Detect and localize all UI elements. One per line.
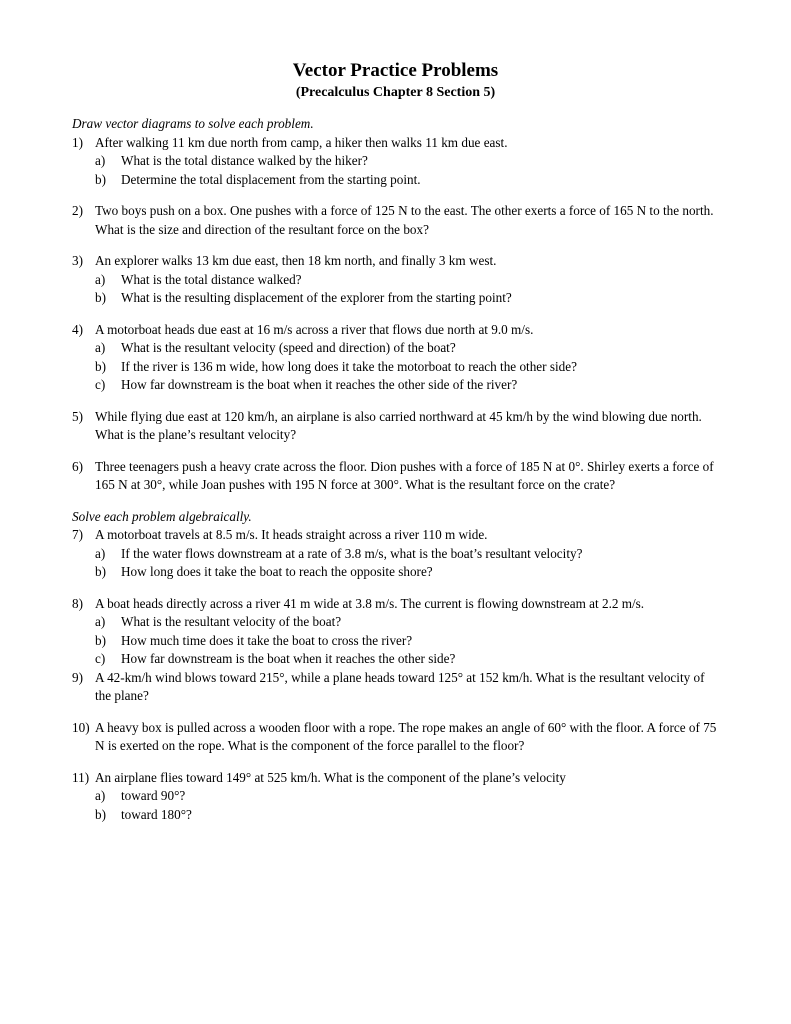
problem-part <box>95 787 719 806</box>
problem-body <box>95 719 719 756</box>
problem-part <box>95 545 719 564</box>
problem-body <box>95 202 719 239</box>
page-subtitle: (Precalculus Chapter 8 Section 5) <box>295 85 496 100</box>
problem-part <box>95 289 719 308</box>
part-text: What is the total distance walked by the hiker? <box>121 153 368 168</box>
part-text: If the water flows downstream at a rate of 3.8 m/s, what is the boat’s resultant velocity? <box>121 545 583 561</box>
problem-text: A boat heads directly across a river 41 m wide at 3.8 m/s. The current is flowing downstream at 2.2 m/s. <box>95 595 645 611</box>
part-label: a) <box>95 153 106 168</box>
problem-part <box>95 339 719 358</box>
problem-number: 6) <box>72 458 83 474</box>
part-label: c) <box>95 377 106 392</box>
problem-part <box>95 376 719 395</box>
part-text: How long does it take the boat to reach the opposite shore? <box>121 564 433 579</box>
problem-text: A motorboat heads due east at 16 m/s across a river that flows due north at 9.0 m/s. <box>95 321 534 337</box>
problem-part <box>95 806 719 825</box>
problem-text: Two boys push on a box. One pushes with a force of 125 N to the east. The other exerts a force of 165 N to the north. What is the size and direction of the resultant force on the box? <box>95 203 714 237</box>
part-text: If the river is 136 m wide, how long does it take the motorboat to reach the other side? <box>121 358 577 374</box>
section-instruction: Solve each problem algebraically. <box>72 508 252 524</box>
problem-text: A motorboat travels at 8.5 m/s. It heads straight across a river 110 m wide. <box>95 527 488 542</box>
problem-1 <box>72 134 719 190</box>
part-label: b) <box>95 358 106 374</box>
problem-part <box>95 650 719 669</box>
title-block <box>72 60 719 102</box>
problem-part <box>95 563 719 582</box>
problem-number: 9) <box>72 669 83 685</box>
problem-text: An airplane flies toward 149° at 525 km/h. What is the component of the plane’s velocity <box>95 769 566 785</box>
problem-11 <box>72 769 719 825</box>
problem-part <box>95 632 719 651</box>
part-label: a) <box>95 788 106 803</box>
part-label: b) <box>95 806 106 822</box>
part-label: a) <box>95 271 106 287</box>
problems-container <box>72 115 719 824</box>
problem-body <box>95 321 719 395</box>
part-label: a) <box>95 340 106 355</box>
problem-10 <box>72 719 719 756</box>
problem-number: 8) <box>72 595 83 611</box>
problem-body <box>95 769 719 825</box>
part-text: What is the total distance walked? <box>121 271 302 287</box>
problem-2 <box>72 202 719 239</box>
problem-text: Three teenagers push a heavy crate across the floor. Dion pushes with a force of 185 N at 0°. Shirley exerts a force of 165 N at 30°, while Joan pushes with 195 N force at 300°. What is the resultant force on the crate? <box>95 458 714 492</box>
problem-part <box>95 171 719 190</box>
part-label: c) <box>95 651 106 666</box>
part-label: b) <box>95 564 106 579</box>
problem-body <box>95 252 719 308</box>
problem-text: After walking 11 km due north from camp, a hiker then walks 11 km due east. <box>95 134 508 150</box>
problem-part <box>95 613 719 632</box>
part-label: a) <box>95 614 106 629</box>
problem-text: A 42-km/h wind blows toward 215°, while a plane heads toward 125° at 152 km/h. What is the resultant velocity of the plane? <box>95 669 705 703</box>
problem-part <box>95 271 719 290</box>
problem-number: 5) <box>72 408 83 424</box>
problem-body <box>95 595 719 669</box>
problem-number: 3) <box>72 253 83 268</box>
problem-text: While flying due east at 120 km/h, an airplane is also carried northward at 45 km/h by the wind blowing due north. What is the plane’s resultant velocity? <box>95 408 702 442</box>
part-label: b) <box>95 290 106 305</box>
problem-5 <box>72 408 719 445</box>
problem-7 <box>72 526 719 582</box>
problem-4 <box>72 321 719 395</box>
problem-number: 11) <box>72 769 90 785</box>
problem-body <box>95 408 719 445</box>
part-label: a) <box>95 545 106 561</box>
problem-text: A heavy box is pulled across a wooden floor with a rope. The rope makes an angle of 60° with the floor. A force of 75 N is exerted on the rope. What is the component of the force parallel to the floor? <box>95 719 717 753</box>
problem-part <box>95 358 719 377</box>
part-label: b) <box>95 171 106 187</box>
part-text: toward 180°? <box>121 806 192 822</box>
problem-number: 4) <box>72 321 83 337</box>
part-text: What is the resultant velocity (speed and direction) of the boat? <box>121 340 456 355</box>
problem-number: 2) <box>72 203 83 218</box>
problem-8 <box>72 595 719 669</box>
part-text: How far downstream is the boat when it reaches the other side? <box>121 651 456 666</box>
part-label: b) <box>95 632 106 648</box>
problem-part <box>95 152 719 171</box>
part-text: What is the resulting displacement of the explorer from the starting point? <box>121 290 512 305</box>
part-text: How much time does it take the boat to cross the river? <box>121 632 413 648</box>
problem-number: 10) <box>72 719 90 735</box>
part-text: How far downstream is the boat when it reaches the other side of the river? <box>121 377 518 392</box>
problem-text: An explorer walks 13 km due east, then 18 km north, and finally 3 km west. <box>95 253 497 268</box>
problem-body <box>95 134 719 190</box>
section-instruction: Draw vector diagrams to solve each problem. <box>72 116 314 131</box>
problem-number: 7) <box>72 527 83 542</box>
problem-9 <box>72 669 719 706</box>
page-title: Vector Practice Problems <box>292 60 499 81</box>
part-text: toward 90°? <box>121 788 186 803</box>
problem-3 <box>72 252 719 308</box>
problem-body <box>95 669 719 706</box>
part-text: What is the resultant velocity of the boat? <box>121 614 342 629</box>
problem-body <box>95 458 719 495</box>
problem-body <box>95 526 719 582</box>
part-text: Determine the total displacement from the starting point. <box>121 171 421 187</box>
problem-6 <box>72 458 719 495</box>
problem-number: 1) <box>72 134 83 150</box>
